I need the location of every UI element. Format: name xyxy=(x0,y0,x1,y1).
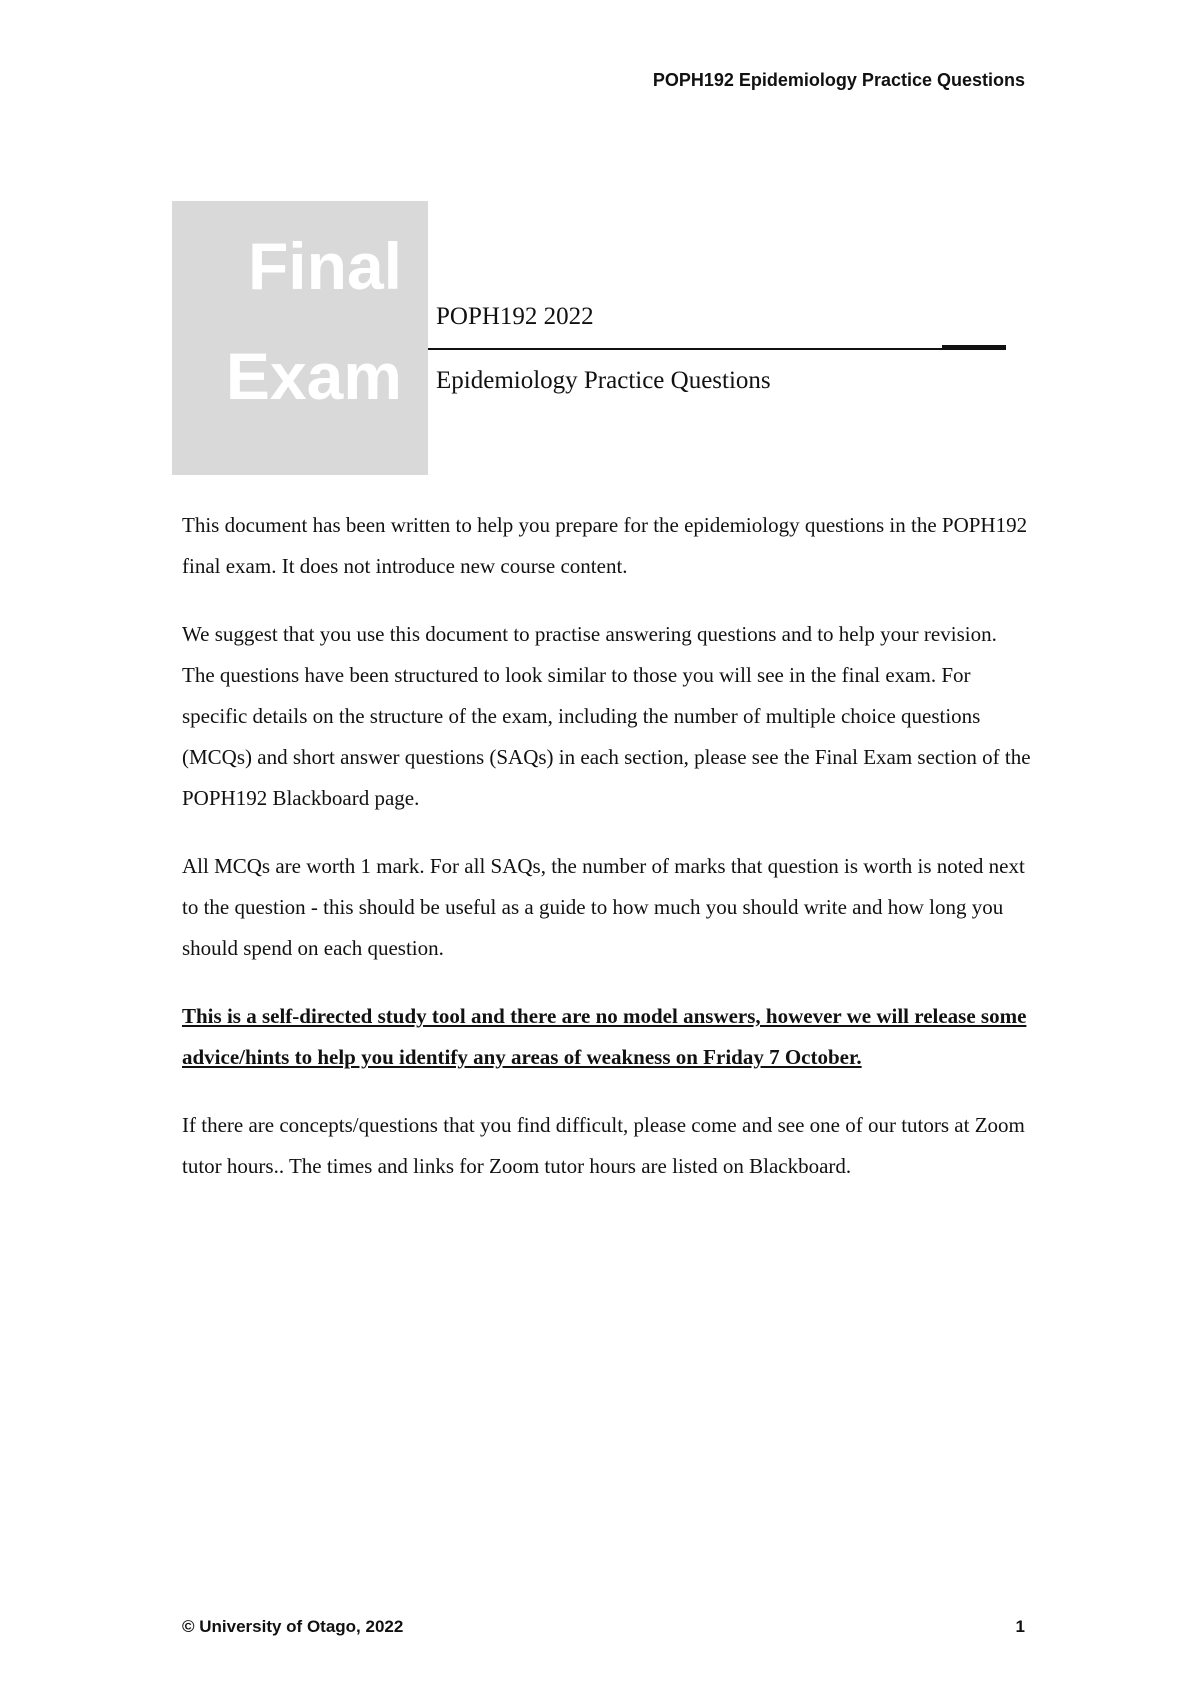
cover-label-box xyxy=(172,201,428,475)
running-header-title: POPH192 Epidemiology Practice Questions xyxy=(652,70,1025,90)
document-code: POPH192 2022 xyxy=(436,303,594,330)
notice-paragraph: This is a self-directed study tool and there are no model answers, however we will release some advice/hints to help you identify any areas of weakness on Friday 7 October. xyxy=(182,1004,1027,1069)
title-divider xyxy=(428,348,1006,350)
title-divider-accent xyxy=(942,345,1006,350)
marks-paragraph: All MCQs are worth 1 mark. For all SAQs, the number of marks that question is worth is noted next to the question - this should be useful as a guide to how much you should write and how long you should spend on each question. xyxy=(182,854,1025,960)
cover-label-line-2: Exam xyxy=(225,339,402,413)
help-paragraph: If there are concepts/questions that you find difficult, please come and see one of our tutors at Zoom tutor hours.. The times and links for Zoom tutor hours are listed on Blackboard. xyxy=(182,1113,1025,1178)
cover-label-line-1: Final xyxy=(247,229,402,303)
footer-page-number: 1 xyxy=(1015,1617,1025,1636)
document-subtitle: Epidemiology Practice Questions xyxy=(436,367,771,394)
body-text xyxy=(182,505,1032,1214)
usage-paragraph: We suggest that you use this document to practise answering questions and to help your revision. The questions have been structured to look similar to those you will see in the final exam. For specific details on the structure of the exam, including the number of multiple choice questions (MCQs) and short answer questions (SAQs) in each section, please see the Final Exam section of the POPH192 Blackboard page. xyxy=(182,622,1031,810)
intro-paragraph: This document has been written to help you prepare for the epidemiology questions in the POPH192 final exam. It does not introduce new course content. xyxy=(182,513,1028,578)
footer-copyright: © University of Otago, 2022 xyxy=(182,1617,404,1636)
